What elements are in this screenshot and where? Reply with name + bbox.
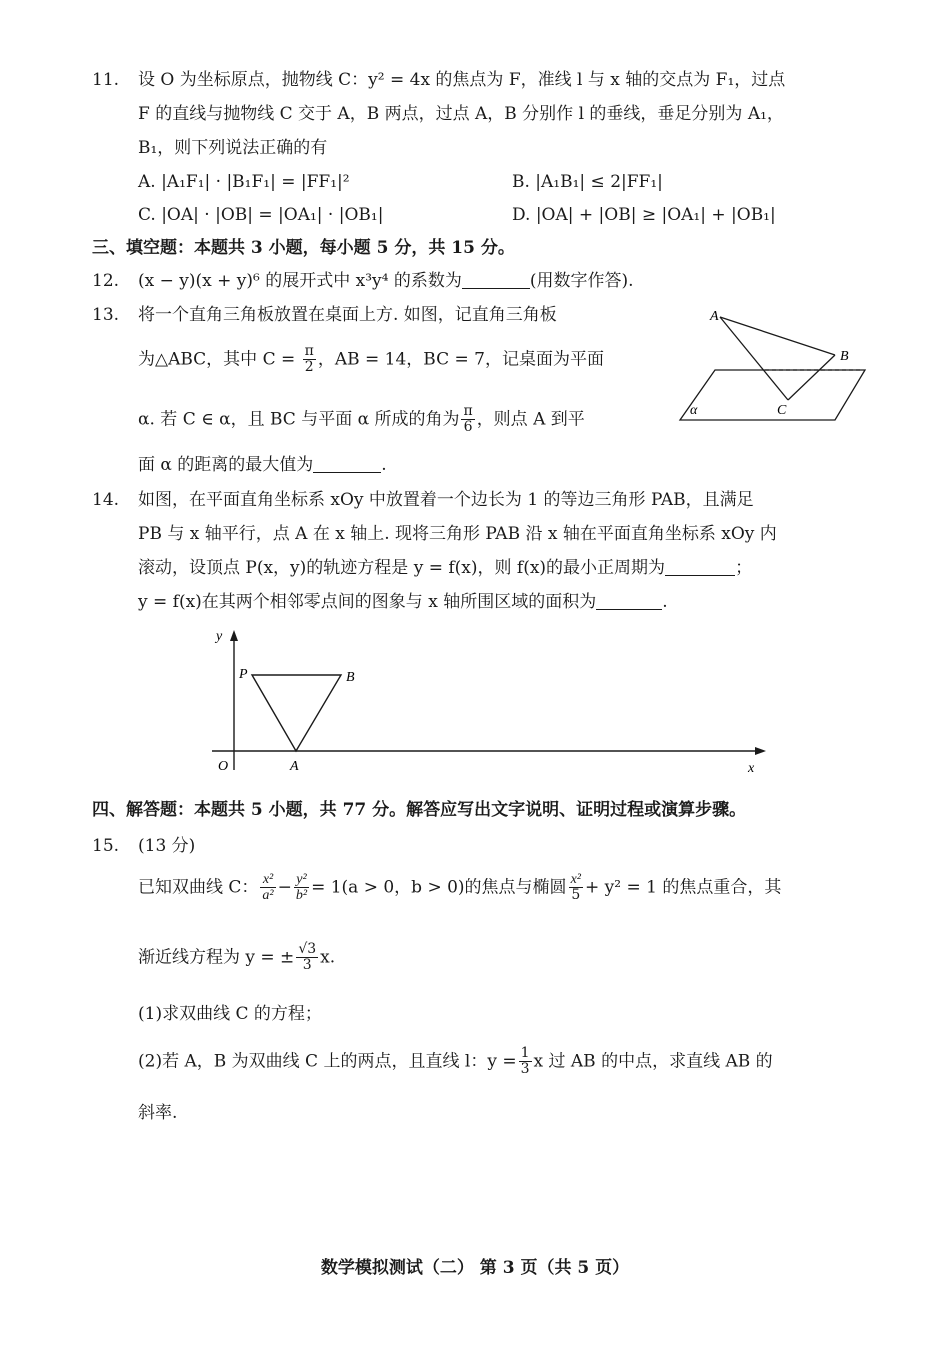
q15-score: (13 分) — [138, 836, 196, 856]
q12-suffix: (用数字作答). — [529, 271, 634, 291]
fraction-numerator: π — [463, 403, 473, 419]
q15-part2-start: (2)若 A，B 为双曲线 C 上的两点，且直线 l：y = — [138, 1051, 517, 1072]
label-a: A — [710, 309, 719, 324]
fraction-denominator: 5 — [571, 887, 581, 904]
desk-plane — [680, 370, 865, 420]
q15-part1: (1)求双曲线 C 的方程； — [138, 1004, 322, 1024]
fraction-1-3 — [519, 1046, 532, 1078]
label-a: A — [290, 759, 299, 774]
q13-line2-end: ，AB = 14，BC = 7，记桌面为平面 — [317, 349, 604, 370]
q13-line3-start: α. 若 C ∈ α，且 BC 与平面 α 所成的角为 — [138, 409, 460, 430]
q15-line2 — [138, 942, 335, 974]
q11-option-a: A. |A₁F₁| · |B₁F₁| = |FF₁|² — [138, 172, 350, 192]
q15-part2-end: x 过 AB 的中点，求直线 AB 的 — [533, 1051, 773, 1072]
q12-text — [138, 271, 634, 291]
q15-line2-start: 渐近线方程为 y = ± — [138, 947, 295, 968]
label-p: P — [239, 667, 248, 682]
q14-period-blank[interactable] — [665, 561, 735, 576]
q13-line4-text: 面 α 的距离的最大值为 — [138, 455, 314, 475]
q13-line4 — [138, 455, 387, 475]
section3-heading: 三、填空题：本题共 3 小题，每小题 5 分，共 15 分。 — [92, 238, 515, 258]
q15-line1 — [138, 872, 781, 904]
label-c: C — [777, 403, 787, 418]
fraction-sqrt3-3 — [296, 942, 318, 974]
q11-line2: F 的直线与抛物线 C 交于 A，B 两点，过点 A，B 分别作 l 的垂线，垂足分别为 A₁， — [138, 104, 784, 124]
fraction-numerator: y² — [294, 872, 309, 888]
q11-line1: 设 O 为坐标原点，抛物线 C：y² = 4x 的焦点为 F，准线 l 与 x 轴的交点为 F₁，过点 — [138, 70, 786, 90]
fraction-denominator: 6 — [463, 419, 473, 436]
triangle-side-ac — [720, 317, 788, 400]
y-axis-arrow-icon — [230, 630, 238, 641]
q13-answer-blank[interactable] — [313, 458, 381, 473]
q15-part2 — [138, 1046, 773, 1078]
q14-line3 — [138, 558, 752, 578]
fraction-numerator: 1 — [520, 1045, 530, 1061]
q13-line2 — [138, 344, 604, 376]
label-b: B — [840, 349, 849, 364]
fraction-x2-5 — [569, 872, 583, 904]
q14-number: 14. — [92, 490, 120, 510]
fraction-numerator: x² — [570, 872, 581, 887]
q14-area-blank[interactable] — [596, 595, 662, 610]
page-footer: 数学模拟测试（二） 第 3 页（共 5 页） — [320, 1258, 630, 1278]
q15-line1-start: 已知双曲线 C： — [138, 877, 259, 898]
q13-line1: 将一个直角三角板放置在桌面上方. 如图，记直角三角板 — [138, 305, 557, 325]
q14-figure — [200, 620, 780, 780]
fraction-numerator: √3 — [298, 941, 317, 957]
label-y: y — [216, 629, 223, 644]
q13-angle-fraction — [461, 404, 474, 436]
q13-angle-c-fraction — [303, 344, 316, 376]
fraction-denominator: 3 — [520, 1061, 530, 1078]
q14-line2: PB 与 x 轴平行，点 A 在 x 轴上. 现将三角形 PAB 沿 x 轴在平面直角坐标系 xOy 内 — [138, 524, 777, 544]
q14-line4 — [138, 592, 668, 612]
triangle-side-cb-upper — [788, 355, 835, 400]
q15-line2-end: x. — [320, 947, 336, 968]
q11-option-b: B. |A₁B₁| ≤ 2|FF₁| — [512, 172, 663, 192]
q13-line4-period: . — [381, 455, 387, 475]
q14-line3-semicolon: ； — [735, 558, 753, 578]
label-alpha: α — [690, 403, 698, 418]
q15-line1-middle: = 1(a > 0，b > 0)的焦点与椭圆 — [311, 877, 567, 898]
q14-line4-period: . — [662, 592, 668, 612]
label-b: B — [346, 670, 355, 685]
q13-line2-start: 为△ABC，其中 C = — [138, 349, 296, 370]
fraction-denominator: a² — [262, 888, 274, 904]
q11-number: 11. — [92, 70, 120, 90]
fraction-x2-a2 — [260, 872, 275, 904]
q13-number: 13. — [92, 305, 120, 325]
fraction-numerator: x² — [260, 872, 275, 888]
label-x: x — [748, 761, 755, 776]
triangle-side-ab — [720, 317, 835, 355]
section4-heading: 四、解答题：本题共 5 小题，共 77 分。解答应写出文字说明、证明过程或演算步骤。 — [92, 800, 747, 820]
label-o: O — [218, 759, 229, 774]
fraction-y2-b2 — [294, 872, 309, 904]
q14-line1: 如图，在平面直角坐标系 xOy 中放置着一个边长为 1 的等边三角形 PAB，且满足 — [138, 490, 754, 510]
q14-line4-text: y = f(x)在其两个相邻零点间的图象与 x 轴所围区域的面积为 — [138, 592, 597, 612]
q12-answer-blank[interactable] — [462, 274, 530, 289]
q15-line1-end: + y² = 1 的焦点重合，其 — [584, 877, 782, 898]
q13-line3 — [138, 404, 585, 436]
fraction-numerator: π — [304, 343, 314, 359]
minus-sign: − — [277, 877, 292, 898]
fraction-denominator: b² — [295, 888, 308, 904]
x-axis-arrow-icon — [755, 747, 766, 755]
q13-figure — [670, 300, 870, 430]
q11-option-d: D. |OA| + |OB| ≥ |OA₁| + |OB₁| — [512, 205, 776, 225]
q14-line3-text: 滚动，设顶点 P(x，y)的轨迹方程是 y = f(x)，则 f(x)的最小正周期为 — [138, 558, 666, 578]
fraction-denominator: 3 — [302, 957, 312, 974]
q12-number: 12. — [92, 271, 120, 291]
q15-number: 15. — [92, 836, 120, 856]
q15-part2-continued: 斜率. — [138, 1103, 178, 1123]
equilateral-triangle-pab — [252, 675, 341, 751]
q11-line3: B₁，则下列说法正确的有 — [138, 138, 328, 158]
fraction-denominator: 2 — [304, 359, 314, 376]
q11-option-c: C. |OA| · |OB| = |OA₁| · |OB₁| — [138, 205, 384, 225]
q12-prefix: (x − y)(x + y)⁶ 的展开式中 x³y⁴ 的系数为 — [138, 271, 462, 291]
q13-line3-end: ，则点 A 到平 — [476, 409, 585, 430]
